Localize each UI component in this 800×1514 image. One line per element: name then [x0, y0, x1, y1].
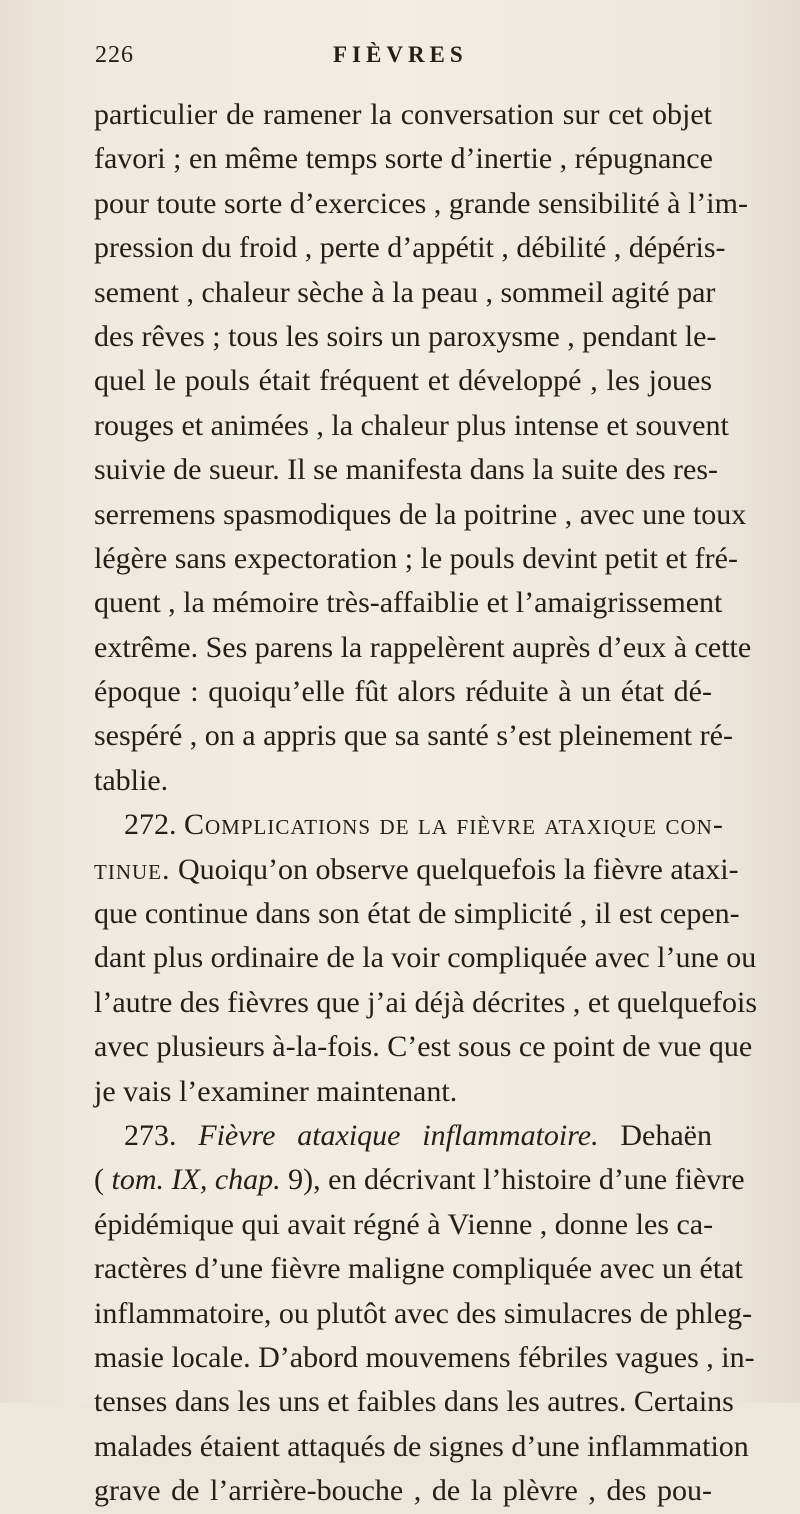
text-line: suivie de sueur. Il se manifesta dans la suite des res- [94, 453, 718, 487]
text-line: avec plusieurs à-la-fois. C’est sous ce point de vue que [94, 1030, 753, 1064]
running-title: FIÈVRES [333, 42, 468, 67]
section-272-text: Quoiqu’on observe quelquefois la fièvre ataxi- [177, 852, 739, 886]
text-line: ractères d’une fièvre maligne compliquée avec un état [94, 1252, 743, 1286]
section-273-text: 9), en décrivant l’histoire d’une fièvre [280, 1163, 745, 1197]
body-text [94, 93, 758, 1514]
text-line: des rêves ; tous les soirs un paroxysme , pendant le- [94, 319, 717, 353]
section-273-reference: tom. IX, chap. [111, 1163, 281, 1197]
text-line: particulier de ramener la conversation sur cet objet [94, 98, 712, 131]
text-line: tenses dans les uns et faibles dans les autres. Certains [94, 1385, 734, 1419]
text-line: sespéré , on a appris que sa santé s’est pleinement ré- [94, 719, 733, 753]
section-273-author: Dehaën [620, 1118, 713, 1152]
text-line: masie locale. D’abord mouvemens fébriles vagues , in- [94, 1340, 755, 1374]
section-272-title-cont: tinue. [94, 852, 171, 886]
text-line: grave de l’arrière-bouche , de la plèvre , des pou- [94, 1474, 712, 1508]
section-273-title: Fièvre ataxique inflammatoire. [198, 1118, 599, 1152]
text-line: épidémique qui avait régné à Vienne , donne les ca- [94, 1207, 714, 1241]
page-header [95, 40, 695, 80]
section-273-number: 273. [124, 1118, 177, 1152]
text-line: que continue dans son état de simplicité , il est cepen- [94, 897, 740, 931]
text-line: inflammatoire, ou plutôt avec des simulacres de phleg- [94, 1296, 753, 1330]
section-272-title: Complications de la fièvre ataxique con- [184, 808, 724, 842]
text-line: époque : quoiqu’elle fût alors réduite à un état dé- [94, 675, 712, 709]
text-line: quent , la mémoire très-affaiblie et l’amaigrissement [94, 586, 723, 620]
section-273-heading [94, 1114, 712, 1158]
text-line: pression du froid , perte d’appétit , débilité , dépéris- [94, 231, 726, 265]
text-line [94, 848, 739, 892]
section-272-number: 272. [124, 808, 177, 842]
text-line: légère sans expectoration ; le pouls devint petit et fré- [94, 541, 738, 575]
ref-open: ( [94, 1163, 112, 1197]
text-line: rouges et animées , la chaleur plus intense et souvent [94, 408, 729, 442]
text-line [94, 1158, 745, 1202]
text-line: malades étaient attaqués de signes d’une inflammation [94, 1429, 749, 1463]
text-line: je vais l’examiner maintenant. [94, 1074, 458, 1108]
text-line: dant plus ordinaire de la voir compliquée avec l’une ou [94, 941, 757, 975]
text-line: pour toute sorte d’exercices , grande sensibilité à l’im- [94, 186, 748, 220]
page-number: 226 [95, 42, 134, 68]
text-line: favori ; en même temps sorte d’inertie , répugnance [94, 142, 713, 176]
text-line: sement , chaleur sèche à la peau , sommeil agité par [94, 275, 716, 309]
text-line: l’autre des fièvres que j’ai déjà décrites , et quelquefois [94, 985, 758, 1019]
text-line: tablie. [94, 763, 169, 797]
text-line: serremens spasmodiques de la poitrine , avec une toux [94, 497, 747, 531]
text-line: extrême. Ses parens la rappelèrent auprès d’eux à cette [94, 630, 752, 664]
text-line: quel le pouls était fréquent et développé , les joues [94, 364, 712, 398]
section-272-heading [94, 803, 724, 847]
